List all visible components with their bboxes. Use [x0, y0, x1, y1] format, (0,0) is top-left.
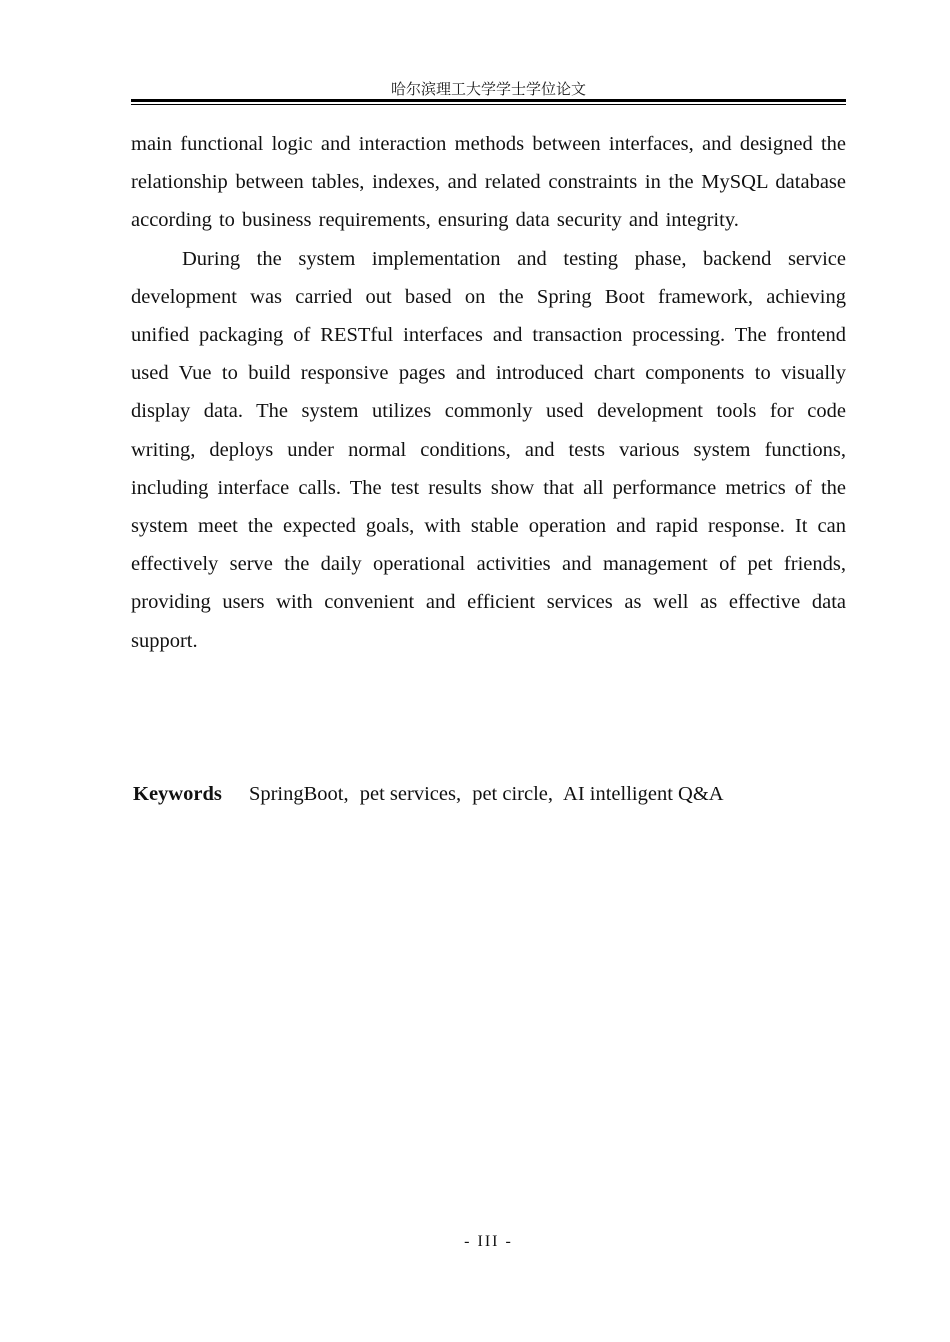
keyword-item: pet services,: [359, 783, 462, 805]
keyword-item: pet circle,: [472, 783, 554, 805]
body-text: [131, 125, 846, 660]
keywords-label: Keywords: [133, 783, 222, 805]
paragraph-implementation: During the system implementation and testing phase, backend service development was carried out based on the Spring Boot framework, achieving unified packaging of RESTful interfaces and transaction processing. The frontend used Vue to build responsive pages and introduced chart components to visually display data. The system utilizes commonly used development tools for code writing, deploys under normal conditions, and tests various system functions, including interface calls. The test results show that all performance metrics of the system meet the expected goals, with stable operation and rapid response. It can effectively serve the daily operational activities and management of pet friends, providing users with convenient and efficient services as well as effective data support.: [131, 247, 846, 652]
paragraph-continued: main functional logic and interaction methods between interfaces, and designed the relationship between tables, indexes, and related constraints in the MySQL database according to business requirements, ensuring data security and integrity.: [131, 133, 846, 232]
keyword-item: SpringBoot,: [248, 783, 349, 805]
keywords-line: [133, 776, 846, 812]
header-rule-thick: [131, 99, 846, 102]
page-header-title: 哈尔滨理工大学学士学位论文: [390, 80, 586, 98]
page-number: - III -: [464, 1233, 513, 1250]
keyword-item: AI intelligent Q&A: [563, 783, 724, 805]
header-rule-thin: [131, 104, 846, 105]
